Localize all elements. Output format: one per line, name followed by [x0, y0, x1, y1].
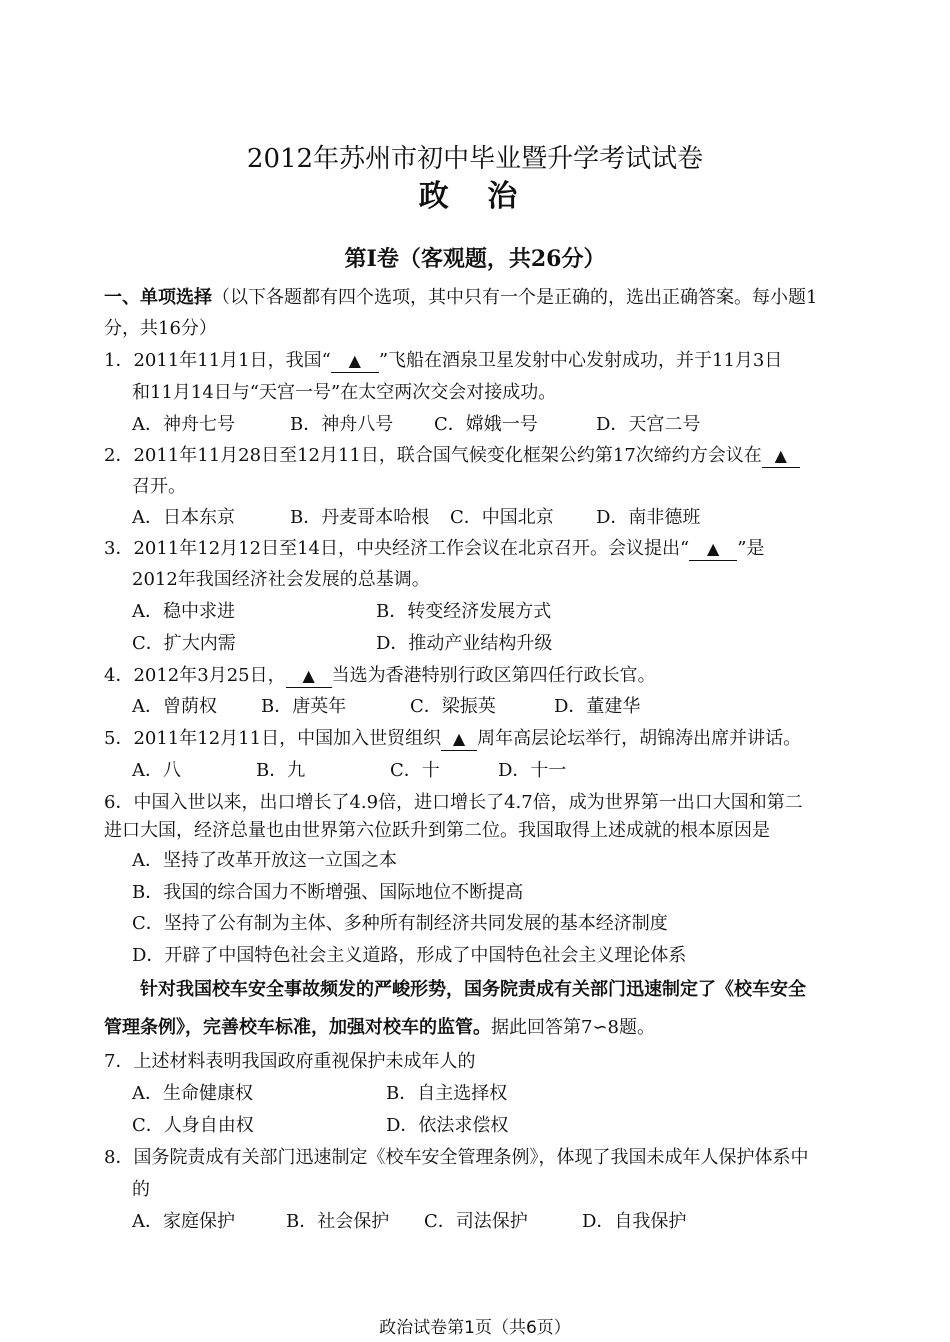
option-a: A．曾荫权	[132, 696, 217, 717]
option-a: A．家庭保护	[132, 1211, 235, 1232]
option-a: A．稳中求进	[132, 601, 235, 622]
question-number: 2．	[104, 445, 134, 466]
option-a: A．日本东京	[132, 507, 235, 528]
option-b: B．社会保护	[286, 1211, 390, 1232]
option-c: C．梁振英	[410, 696, 496, 717]
option-d: D．推动产业结构升级	[376, 633, 553, 654]
question-4-stem: 4．2012年3月25日， ▲ 当选为香港特别行政区第四任行政长官。	[104, 665, 656, 686]
question-6-stem-cont: 进口大国，经济总量也由世界第六位跃升到第二位。我国取得上述成就的根本原因是	[104, 820, 770, 841]
question-number: 4．	[104, 665, 134, 686]
option-d: D．十一	[498, 760, 567, 781]
option-d: D．天宫二号	[596, 414, 701, 435]
page-footer: 政治试卷第1页（共6页）	[379, 1318, 571, 1338]
question-3-stem-cont: 2012年我国经济社会发展的总基调。	[132, 569, 430, 590]
question-5-stem: 5．2011年12月11日，中国加入世贸组织 ▲ 周年高层论坛举行，胡锦涛出席并讲话。	[104, 728, 802, 749]
section-instr-line1: （以下各题都有四个选项，其中只有一个是正确的，选出正确答案。每小题1	[212, 287, 818, 308]
section-instr-line2: 分，共16分）	[104, 318, 217, 339]
question-2-stem-cont: 召开。	[132, 476, 186, 497]
section-instructions	[104, 282, 817, 314]
option-d: D．南非德班	[596, 507, 701, 528]
option-c: C．中国北京	[450, 507, 554, 528]
question-3-stem: 3．2011年12月12日至14日，中央经济工作会议在北京召开。会议提出“ ▲ ”是	[104, 538, 765, 559]
exam-title: 2012年苏州市初中毕业暨升学考试试卷	[246, 144, 704, 174]
option-c: C．扩大内需	[132, 633, 236, 654]
section-label: 一、单项选择	[104, 287, 212, 308]
question-number: 1．	[104, 350, 134, 371]
question-1-stem: 1．2011年11月1日，我国“ ▲ ”飞船在酒泉卫星发射中心发射成功，并于11月3日	[104, 350, 783, 371]
option-a: A．八	[132, 760, 181, 781]
option-c: C．人身自由权	[132, 1115, 254, 1136]
option-a: A．坚持了改革开放这一立国之本	[132, 850, 397, 871]
option-c: C．嫦娥一号	[434, 414, 538, 435]
answer-blank: ▲	[331, 350, 379, 373]
question-8-stem: 8．国务院责成有关部门迅速制定《校车安全管理条例》，体现了我国未成年人保护体系中	[104, 1147, 809, 1168]
option-a: A．神舟七号	[132, 414, 235, 435]
option-b: B．自主选择权	[386, 1083, 508, 1104]
answer-blank: ▲	[441, 728, 477, 751]
material-paragraph-cont: 管理条例》，完善校车标准，加强对校车的监管。据此回答第7∽8题。	[104, 1017, 655, 1038]
option-c: C．坚持了公有制为主体、多种所有制经济共同发展的基本经济制度	[132, 913, 668, 934]
question-number: 5．	[104, 728, 134, 749]
option-d: D．自我保护	[582, 1211, 687, 1232]
option-d: D．董建华	[554, 696, 641, 717]
question-number: 3．	[104, 538, 134, 559]
part-heading: 第I卷（客观题，共26分）	[344, 246, 606, 272]
option-b: B．我国的综合国力不断增强、国际地位不断提高	[132, 882, 524, 903]
material-paragraph: 针对我国校车安全事故频发的严峻形势，国务院责成有关部门迅速制定了《校车安全	[140, 979, 806, 1000]
option-a: A．生命健康权	[132, 1083, 253, 1104]
option-d: D．开辟了中国特色社会主义道路，形成了中国特色社会主义理论体系	[132, 945, 687, 966]
option-d: D．依法求偿权	[386, 1115, 509, 1136]
option-b: B．九	[256, 760, 306, 781]
answer-blank: ▲	[286, 665, 332, 688]
option-c: C．十	[390, 760, 440, 781]
option-b: B．唐英年	[261, 696, 347, 717]
subject-title: 政 治	[418, 179, 532, 214]
answer-blank: ▲	[762, 445, 800, 468]
option-c: C．司法保护	[424, 1211, 528, 1232]
answer-blank: ▲	[689, 538, 737, 561]
option-b: B．丹麦哥本哈根	[290, 507, 430, 528]
question-1-stem-cont: 和11月14日与“天宫一号”在太空两次交会对接成功。	[132, 382, 557, 403]
question-6-stem: 6．中国入世以来，出口增长了4.9倍，进口增长了4.7倍，成为世界第一出口大国和第二	[104, 792, 803, 813]
question-7-stem: 7．上述材料表明我国政府重视保护未成年人的	[104, 1051, 476, 1072]
option-b: B．神舟八号	[290, 414, 394, 435]
question-8-stem-cont: 的	[132, 1179, 150, 1200]
option-b: B．转变经济发展方式	[376, 601, 552, 622]
question-2-stem: 2．2011年11月28日至12月11日，联合国气候变化框架公约第17次缔约方会议在 ▲	[104, 440, 800, 472]
